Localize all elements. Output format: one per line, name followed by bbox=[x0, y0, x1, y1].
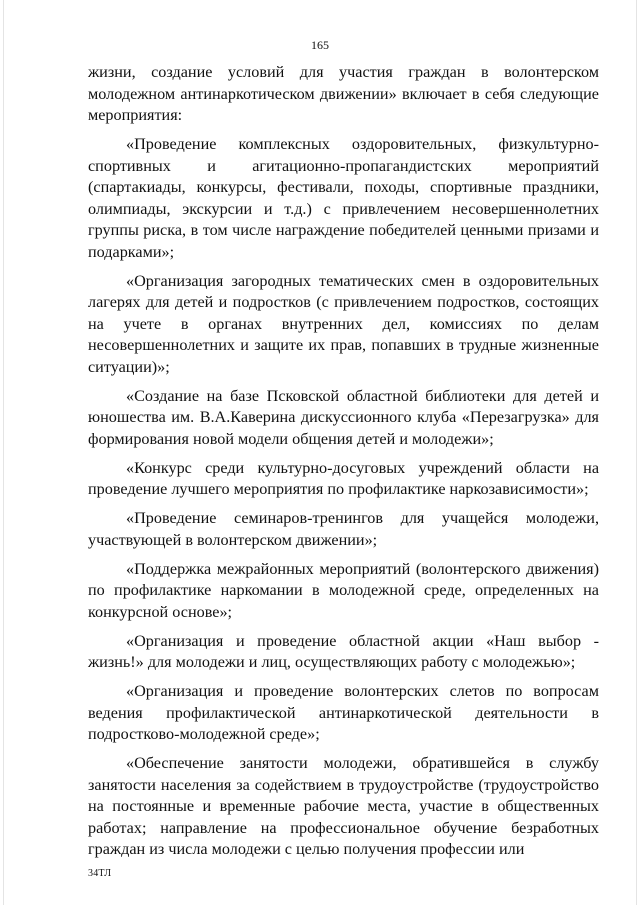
paragraph-culture-contest: «Конкурс среди культурно-досуговых учреждений области на проведение лучшего мероприятия по профилактике наркозависимости»; bbox=[88, 458, 599, 498]
scan-edge-right bbox=[636, 0, 637, 905]
paragraph-continuation: жизни, создание условий для участия граждан в волонтерском молодежном антинаркотическом движении» включает в себя следующие мероприятия: bbox=[88, 63, 599, 124]
paragraph-sports-events: «Проведение комплексных оздоровительных, физкультурно-спортивных и агитационно-пропагандистских мероприятий (спартакиады, конкурсы, фестивали, походы, спортивные праздники, олимпиады, экскурсии и т.д.) с привлечением несовершеннолетних группы риска, в том числе награждение победителей ценными призами и подарками»; bbox=[88, 135, 599, 261]
paragraph-volunteer-rallies: «Организация и проведение волонтерских слетов по вопросам ведения профилактической антинаркотической деятельности в подростково-молодежной среде»; bbox=[88, 682, 599, 743]
paragraph-summer-camps: «Организация загородных тематических смен в оздоровительных лагерях для детей и подростков (с привлечением подростков, состоящих на учете в органах внутренних дел, комиссиях по делам несовершеннолетних и защите их прав, попавших в трудные жизненные ситуации)»; bbox=[88, 271, 599, 376]
paragraph-youth-employment: «Обеспечение занятости молодежи, обратившейся в службу занятости населения за содействием в трудоустройстве (трудоустройство на постоянные и временные рабочие места, участие в общественных работах; направление на профессиональное обучение безработных граждан из числа молодежи с целью получения профессии или bbox=[88, 754, 599, 858]
paragraph-seminars: «Проведение семинаров-тренингов для учащейся молодежи, участвующей в волонтерском движении»; bbox=[88, 509, 599, 549]
document-body bbox=[88, 62, 599, 861]
paragraph-library-club: «Создание на базе Псковской областной библиотеки для детей и юношества им. В.А.Каверина дискуссионного клуба «Перезагрузка» для формирования новой модели общения детей и молодежи»; bbox=[88, 386, 599, 448]
paragraph-interdistrict-support: «Поддержка межрайонных мероприятий (волонтерского движения) по профилактике наркомании в молодежной среде, определенных на конкурсной основе»; bbox=[88, 559, 599, 621]
scan-edge-left bbox=[3, 0, 4, 905]
footer-document-code: 34ТЛ bbox=[88, 868, 112, 879]
page-number: 165 bbox=[311, 38, 329, 52]
paragraph-regional-campaign: «Организация и проведение областной акции «Наш выбор - жизнь!» для молодежи и лиц, осуществляющих работу с молодежью»; bbox=[88, 631, 599, 671]
